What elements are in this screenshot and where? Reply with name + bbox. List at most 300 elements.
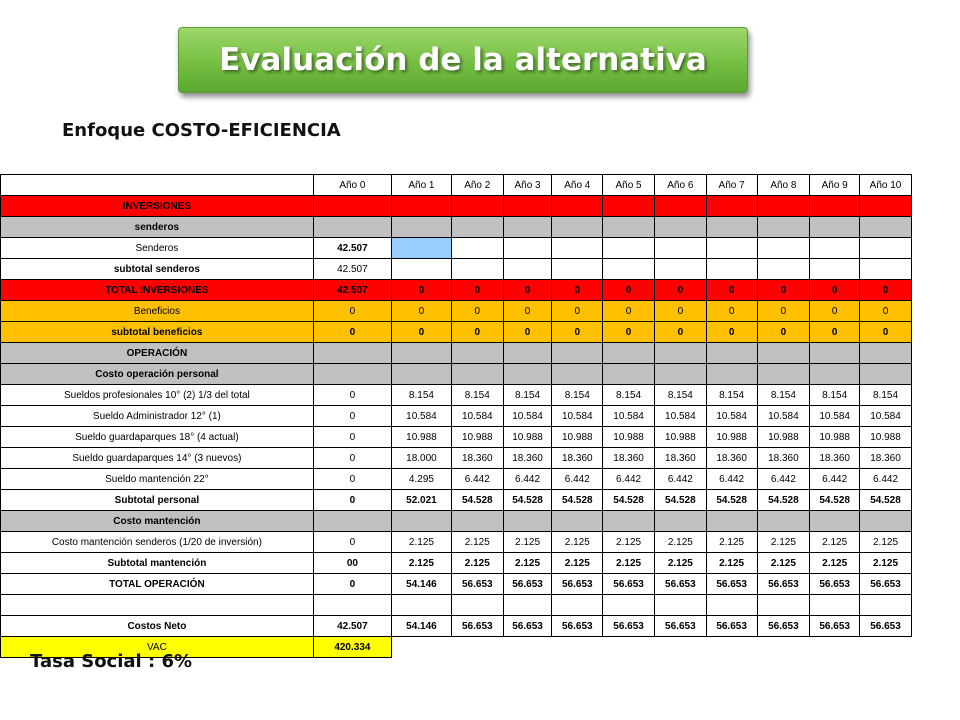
table-cell: 0 [313, 406, 391, 427]
table-cell [810, 511, 860, 532]
table-cell [503, 217, 552, 238]
table-cell [860, 511, 912, 532]
table-cell: 2.125 [654, 532, 706, 553]
table-cell: 0 [757, 322, 810, 343]
table-cell: 56.653 [810, 616, 860, 637]
empty-cell [603, 637, 655, 658]
table-row [1, 343, 912, 364]
table-cell: 0 [552, 280, 603, 301]
table-cell: 56.653 [757, 616, 810, 637]
table-row [1, 364, 912, 385]
table-cell [503, 238, 552, 259]
table-cell: 10.584 [391, 406, 451, 427]
empty-cell [654, 637, 706, 658]
table-cell [451, 511, 503, 532]
table-cell: 8.154 [654, 385, 706, 406]
table-row [1, 385, 912, 406]
table-row [1, 322, 912, 343]
table-cell [451, 343, 503, 364]
table-cell: 10.988 [810, 427, 860, 448]
table-cell [706, 217, 757, 238]
row-label: INVERSIONES [1, 196, 314, 217]
table-cell [313, 196, 391, 217]
table-cell: 10.988 [757, 427, 810, 448]
table-cell [810, 364, 860, 385]
table-cell [757, 217, 810, 238]
table-cell: 2.125 [552, 532, 603, 553]
header-row [1, 175, 912, 196]
table-cell [391, 343, 451, 364]
table-cell: 54.528 [757, 490, 810, 511]
table-cell: 2.125 [860, 532, 912, 553]
table-cell: 10.584 [552, 406, 603, 427]
table-cell: 0 [654, 280, 706, 301]
table-cell: 56.653 [552, 574, 603, 595]
table-cell: 10.584 [603, 406, 655, 427]
table-cell [860, 217, 912, 238]
table-cell: 8.154 [451, 385, 503, 406]
table-cell: 2.125 [654, 553, 706, 574]
table-cell: 00 [313, 553, 391, 574]
table-cell: 10.988 [603, 427, 655, 448]
table-cell: 54.528 [451, 490, 503, 511]
table-cell [757, 343, 810, 364]
row-label: TOTAL INVERSIONES [1, 280, 314, 301]
table-cell [552, 511, 603, 532]
header-year: Año 3 [503, 175, 552, 196]
table-cell: 2.125 [451, 532, 503, 553]
table-cell: 10.988 [654, 427, 706, 448]
table-cell: 2.125 [552, 553, 603, 574]
header-corner [1, 175, 314, 196]
row-label: Sueldos profesionales 10° (2) 1/3 del total [1, 385, 314, 406]
table-cell: 0 [503, 301, 552, 322]
table-cell: 56.653 [654, 574, 706, 595]
table-cell: 54.528 [603, 490, 655, 511]
table-cell [860, 343, 912, 364]
row-label: OPERACIÓN [1, 343, 314, 364]
table-cell: 18.360 [654, 448, 706, 469]
table-cell: 2.125 [391, 532, 451, 553]
table-cell [391, 595, 451, 616]
table-cell: 0 [391, 322, 451, 343]
table-cell [860, 259, 912, 280]
empty-cell [503, 637, 552, 658]
table-cell: 18.360 [860, 448, 912, 469]
table-cell [654, 196, 706, 217]
table-cell [503, 343, 552, 364]
table-cell: 56.653 [451, 574, 503, 595]
table-cell: 6.442 [603, 469, 655, 490]
table-cell: 10.584 [810, 406, 860, 427]
table-row [1, 238, 912, 259]
table-cell [552, 238, 603, 259]
table-cell: 2.125 [757, 532, 810, 553]
table-cell: 42.507 [313, 616, 391, 637]
table-cell: 52.021 [391, 490, 451, 511]
table-cell [391, 259, 451, 280]
table-cell: 54.146 [391, 574, 451, 595]
table-cell: 10.988 [860, 427, 912, 448]
row-label: Costo mantención [1, 511, 314, 532]
table-cell: 0 [391, 301, 451, 322]
row-label: Senderos [1, 238, 314, 259]
table-cell: 18.360 [757, 448, 810, 469]
table-cell [391, 364, 451, 385]
table-cell [757, 511, 810, 532]
header-year: Año 5 [603, 175, 655, 196]
table-cell: 0 [552, 322, 603, 343]
table-cell: 0 [451, 280, 503, 301]
table-cell: 2.125 [603, 532, 655, 553]
table-cell: 6.442 [552, 469, 603, 490]
row-label: Costo mantención senderos (1/20 de inversión) [1, 532, 314, 553]
table-row [1, 448, 912, 469]
table-cell: 2.125 [757, 553, 810, 574]
table-cell [552, 343, 603, 364]
table-cell: 6.442 [503, 469, 552, 490]
table-cell: 0 [451, 301, 503, 322]
header-year: Año 0 [313, 175, 391, 196]
table-cell: 6.442 [860, 469, 912, 490]
table-cell [552, 217, 603, 238]
table-cell: 18.360 [603, 448, 655, 469]
table-cell: 0 [313, 490, 391, 511]
table-row [1, 280, 912, 301]
table-cell: 2.125 [451, 553, 503, 574]
table-cell: 0 [313, 427, 391, 448]
table-cell [757, 259, 810, 280]
table-cell: 0 [313, 574, 391, 595]
table-cell: 0 [313, 532, 391, 553]
table-cell: 0 [313, 385, 391, 406]
row-label: Sueldo guardaparques 14° (3 nuevos) [1, 448, 314, 469]
table-row [1, 406, 912, 427]
table-cell [313, 364, 391, 385]
table-cell [391, 511, 451, 532]
table-cell: 0 [313, 301, 391, 322]
table-cell: 0 [860, 280, 912, 301]
table-row [1, 574, 912, 595]
header-year: Año 4 [552, 175, 603, 196]
table-cell: 56.653 [706, 574, 757, 595]
table-cell [451, 595, 503, 616]
table-cell [706, 511, 757, 532]
table-cell: 0 [313, 448, 391, 469]
table-cell: 54.146 [391, 616, 451, 637]
table-cell: 10.584 [503, 406, 552, 427]
table-cell [391, 217, 451, 238]
table-cell: 8.154 [757, 385, 810, 406]
table-cell [706, 259, 757, 280]
table-cell [860, 364, 912, 385]
table-cell [603, 238, 655, 259]
table-cell: 8.154 [552, 385, 603, 406]
row-label [1, 595, 314, 616]
table-cell: 18.360 [706, 448, 757, 469]
table-cell [451, 238, 503, 259]
table-cell: 0 [313, 469, 391, 490]
row-label: Sueldo guardaparques 18° (4 actual) [1, 427, 314, 448]
table-cell: 6.442 [654, 469, 706, 490]
table-cell [603, 343, 655, 364]
table-cell [391, 238, 451, 259]
social-rate: Tasa Social : 6% [30, 651, 193, 672]
table-cell: 0 [757, 301, 810, 322]
table-cell [757, 196, 810, 217]
table-cell: 10.988 [552, 427, 603, 448]
table-cell [313, 511, 391, 532]
table-cell: 0 [810, 280, 860, 301]
table-row [1, 595, 912, 616]
table-cell: 10.584 [757, 406, 810, 427]
row-label: Costo operación personal [1, 364, 314, 385]
table-row [1, 259, 912, 280]
table-cell: 8.154 [503, 385, 552, 406]
table-cell [503, 259, 552, 280]
empty-cell [860, 637, 912, 658]
evaluation-table [0, 174, 912, 658]
table-cell: 2.125 [860, 553, 912, 574]
empty-cell [757, 637, 810, 658]
table-cell [810, 259, 860, 280]
row-label: subtotal senderos [1, 259, 314, 280]
table-cell [860, 196, 912, 217]
table-cell: 0 [810, 322, 860, 343]
table-cell [860, 595, 912, 616]
table-cell [313, 595, 391, 616]
table-cell [552, 595, 603, 616]
table-cell: 2.125 [706, 553, 757, 574]
table-cell: 6.442 [757, 469, 810, 490]
table-cell [810, 217, 860, 238]
table-cell [552, 196, 603, 217]
table-cell [503, 595, 552, 616]
empty-cell [391, 637, 451, 658]
header-year: Año 9 [810, 175, 860, 196]
table-cell: 56.653 [503, 574, 552, 595]
table-cell: 8.154 [810, 385, 860, 406]
table-cell [654, 511, 706, 532]
table-cell: 0 [860, 301, 912, 322]
vac-label: VAC [1, 637, 314, 658]
table-cell [654, 343, 706, 364]
row-label: TOTAL OPERACIÓN [1, 574, 314, 595]
table-cell: 56.653 [503, 616, 552, 637]
table-cell [810, 238, 860, 259]
table-cell: 42.507 [313, 259, 391, 280]
table-cell [603, 364, 655, 385]
table-row [1, 301, 912, 322]
table-row [1, 217, 912, 238]
table-cell: 56.653 [706, 616, 757, 637]
table-cell [603, 196, 655, 217]
table-cell [451, 364, 503, 385]
table-cell: 10.988 [503, 427, 552, 448]
header-year: Año 7 [706, 175, 757, 196]
table-cell: 2.125 [706, 532, 757, 553]
table-cell: 56.653 [552, 616, 603, 637]
table-cell: 0 [603, 301, 655, 322]
table-cell: 8.154 [706, 385, 757, 406]
table-cell: 0 [860, 322, 912, 343]
table-cell: 18.360 [552, 448, 603, 469]
table-cell: 8.154 [603, 385, 655, 406]
row-label: Subtotal mantención [1, 553, 314, 574]
table-cell: 0 [391, 280, 451, 301]
table-cell: 2.125 [810, 553, 860, 574]
empty-cell [810, 637, 860, 658]
row-label: Beneficios [1, 301, 314, 322]
table-cell [391, 196, 451, 217]
table-row [1, 469, 912, 490]
table-cell [810, 595, 860, 616]
table-cell [503, 196, 552, 217]
table-cell: 54.528 [706, 490, 757, 511]
table-cell: 56.653 [603, 574, 655, 595]
table-cell: 56.653 [757, 574, 810, 595]
table-cell: 56.653 [654, 616, 706, 637]
table-row [1, 427, 912, 448]
table-cell [654, 595, 706, 616]
table-cell: 8.154 [860, 385, 912, 406]
table-cell: 8.154 [391, 385, 451, 406]
table-cell [810, 196, 860, 217]
table-cell [552, 259, 603, 280]
table-cell: 0 [654, 301, 706, 322]
row-label: subtotal beneficios [1, 322, 314, 343]
table-cell [313, 343, 391, 364]
title-banner [178, 27, 748, 93]
table-cell: 54.528 [860, 490, 912, 511]
row-label: Sueldo Administrador 12° (1) [1, 406, 314, 427]
table-cell: 18.000 [391, 448, 451, 469]
table-cell [603, 595, 655, 616]
table-cell [451, 196, 503, 217]
header-year: Año 8 [757, 175, 810, 196]
table-cell [810, 343, 860, 364]
table-row [1, 196, 912, 217]
table-cell: 10.988 [451, 427, 503, 448]
table-cell [313, 217, 391, 238]
table-cell [757, 364, 810, 385]
table-cell [706, 343, 757, 364]
table-cell [706, 364, 757, 385]
table-cell [603, 259, 655, 280]
header-year: Año 6 [654, 175, 706, 196]
table-cell [451, 259, 503, 280]
header-year: Año 10 [860, 175, 912, 196]
table-cell: 0 [810, 301, 860, 322]
vac-value: 420.334 [313, 637, 391, 658]
table-cell [603, 217, 655, 238]
table-cell [654, 238, 706, 259]
table-cell [654, 217, 706, 238]
row-label: Sueldo mantención 22° [1, 469, 314, 490]
table-cell: 54.528 [654, 490, 706, 511]
table-cell: 0 [451, 322, 503, 343]
header-year: Año 2 [451, 175, 503, 196]
table-cell [503, 511, 552, 532]
table-cell [603, 511, 655, 532]
table-cell: 56.653 [451, 616, 503, 637]
table-cell: 0 [313, 322, 391, 343]
row-label: Subtotal personal [1, 490, 314, 511]
table-cell: 4.295 [391, 469, 451, 490]
empty-cell [451, 637, 503, 658]
table-cell [757, 238, 810, 259]
table-cell: 0 [757, 280, 810, 301]
table-cell: 10.584 [706, 406, 757, 427]
table-cell: 10.584 [451, 406, 503, 427]
subtitle: Enfoque COSTO-EFICIENCIA [62, 120, 341, 141]
table-cell: 6.442 [706, 469, 757, 490]
table-row [1, 553, 912, 574]
empty-cell [706, 637, 757, 658]
row-label: senderos [1, 217, 314, 238]
table-cell [757, 595, 810, 616]
row-label: Costos Neto [1, 616, 314, 637]
table-cell [552, 364, 603, 385]
table-cell: 0 [654, 322, 706, 343]
table-cell [706, 595, 757, 616]
table-cell: 0 [706, 280, 757, 301]
table-cell: 18.360 [810, 448, 860, 469]
table-row [1, 532, 912, 553]
table-cell: 2.125 [503, 553, 552, 574]
table-row [1, 616, 912, 637]
table-cell: 56.653 [860, 616, 912, 637]
table-cell: 2.125 [603, 553, 655, 574]
table-row [1, 490, 912, 511]
table-cell: 18.360 [503, 448, 552, 469]
table-cell [706, 238, 757, 259]
table-cell [706, 196, 757, 217]
table-cell: 10.988 [391, 427, 451, 448]
table-cell: 54.528 [503, 490, 552, 511]
table-cell: 56.653 [810, 574, 860, 595]
table-cell: 6.442 [451, 469, 503, 490]
table-cell: 10.584 [654, 406, 706, 427]
table-cell: 0 [706, 301, 757, 322]
table-cell: 2.125 [810, 532, 860, 553]
table-cell [451, 217, 503, 238]
table-cell: 10.988 [706, 427, 757, 448]
table-cell: 0 [552, 301, 603, 322]
table-cell: 54.528 [552, 490, 603, 511]
table-cell: 42.507 [313, 280, 391, 301]
table-cell: 6.442 [810, 469, 860, 490]
table-cell: 56.653 [603, 616, 655, 637]
table-cell: 42.507 [313, 238, 391, 259]
table-cell: 56.653 [860, 574, 912, 595]
table-cell: 2.125 [503, 532, 552, 553]
empty-cell [552, 637, 603, 658]
table-cell [503, 364, 552, 385]
table-cell [654, 259, 706, 280]
table-cell: 0 [603, 280, 655, 301]
table-cell: 0 [603, 322, 655, 343]
table-cell: 0 [503, 280, 552, 301]
table-cell: 54.528 [810, 490, 860, 511]
table-cell: 18.360 [451, 448, 503, 469]
table-cell: 2.125 [391, 553, 451, 574]
table-cell: 10.584 [860, 406, 912, 427]
table-cell: 0 [503, 322, 552, 343]
table-cell [654, 364, 706, 385]
header-year: Año 1 [391, 175, 451, 196]
table-cell: 0 [706, 322, 757, 343]
